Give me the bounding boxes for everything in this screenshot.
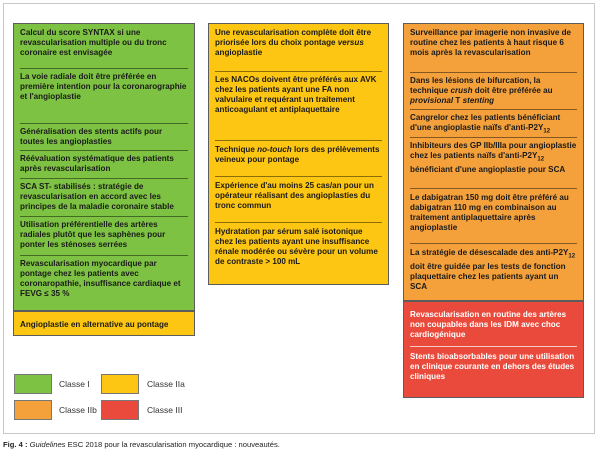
class1-item-4: Réévaluation systématique des patients après revascularisation — [20, 154, 174, 173]
class3-box — [403, 301, 584, 398]
class3-item-1: Revascularisation en routine des artères non coupables dans les IDM avec choc cardiogénique — [410, 310, 567, 339]
legend-label-class1: Classe I — [59, 379, 90, 389]
caption-italic: Guidelines — [29, 440, 66, 449]
legend-swatch-class2b — [14, 400, 52, 420]
class1-item-1: Calcul du score SYNTAX si une revascularisation multiple ou du tronc coronaire est envisagée — [20, 28, 167, 57]
class3-item-2: Stents bioabsorbables pour une utilisation en clinique courante en dehors des études cliniques — [410, 352, 575, 381]
legend-swatch-class1 — [14, 374, 52, 394]
class1-item-7: Revascularisation myocardique par pontage chez les patients avec coronaropathie, insuffisance cardiaque et FEVG ≤ 35 % — [20, 259, 181, 298]
class2a-item-1: Une revascularisation complète doit être priorisée lors du choix pontage versus angioplastie — [215, 28, 372, 57]
figure-caption — [3, 440, 280, 449]
class2a-item-2: Les NACOs doivent être préférés aux AVK chez les patients ayant une FA non valvulaire et requérant un traitement anticoagulant et antiplaquettaire — [215, 75, 377, 114]
class2b-item-3: Cangrelor chez les patients bénéficiant d'une angioplastie naïfs $d'anti-P2Y_{12}$ — [410, 113, 561, 135]
class2a-box-col1 — [13, 311, 195, 336]
legend-label-class2a: Classe IIa — [147, 379, 185, 389]
class2b-item-6: La stratégie de désescalade des anti-$P2Y_{12}$ doit être guidée par les tests de fonction plaquettaire chez les patients ayant un SCA — [410, 248, 576, 291]
class2b-box — [403, 23, 584, 301]
legend-label-class2b: Classe IIb — [59, 405, 97, 415]
class2b-item-5: Le dabigatran 150 mg doit être préféré au dabigatran 110 mg en combinaison au traitement antiplaquettaire après angioplastie — [410, 193, 569, 232]
class2a-item-5: Hydratation par sérum salé isotonique chez les patients ayant une insuffisance rénale modérée ou sévère pour un volume de contraste > 100 mL — [215, 227, 378, 266]
class2a-item-3: Technique no-touch lors des prélèvements veineux pour pontage — [215, 145, 380, 164]
legend-swatch-class2a — [101, 374, 139, 394]
class1-box — [13, 23, 195, 311]
class1-item-6: Utilisation préférentielle des artères radiales plutôt que les saphènes pour ponter les sténoses serrées — [20, 220, 166, 249]
class2a-item-4: Expérience d'au moins 25 cas/an pour un opérateur réalisant des angioplasties du tronc commun — [215, 181, 374, 210]
class1-item-5: SCA ST- stabilisés : stratégie de revascularisation en accord avec les principes de la maladie coronaire stable — [20, 182, 174, 211]
class2b-item-2: Dans les lésions de bifurcation, la technique crush doit être préférée au provisional T stenting — [410, 76, 553, 105]
caption-rest: ESC 2018 pour la revascularisation myocardique : nouveautés. — [65, 440, 280, 449]
class2a-box — [208, 23, 389, 285]
legend-swatch-class3 — [101, 400, 139, 420]
class1-item-2: La voie radiale doit être préférée en première intention pour la coronarographie et l'angioplastie — [20, 72, 187, 101]
class1-item-3: Généralisation des stents actifs pour toutes les angioplasties — [20, 127, 163, 146]
class2a-item-col1: Angioplastie en alternative au pontage — [20, 320, 169, 329]
class2b-item-4: Inhibiteurs des GP IIb/IIIa pour angioplastie chez les patients naïfs $d'anti-P2Y_{12}$ bénéficiant d'une angioplastie pour SCA — [410, 141, 577, 174]
class2b-item-1: Surveillance par imagerie non invasive de routine chez les patients à haut risque 6 mois après la revascularisation — [410, 28, 572, 57]
legend-label-class3: Classe III — [147, 405, 183, 415]
caption-fig: Fig. 4 : — [3, 440, 28, 449]
